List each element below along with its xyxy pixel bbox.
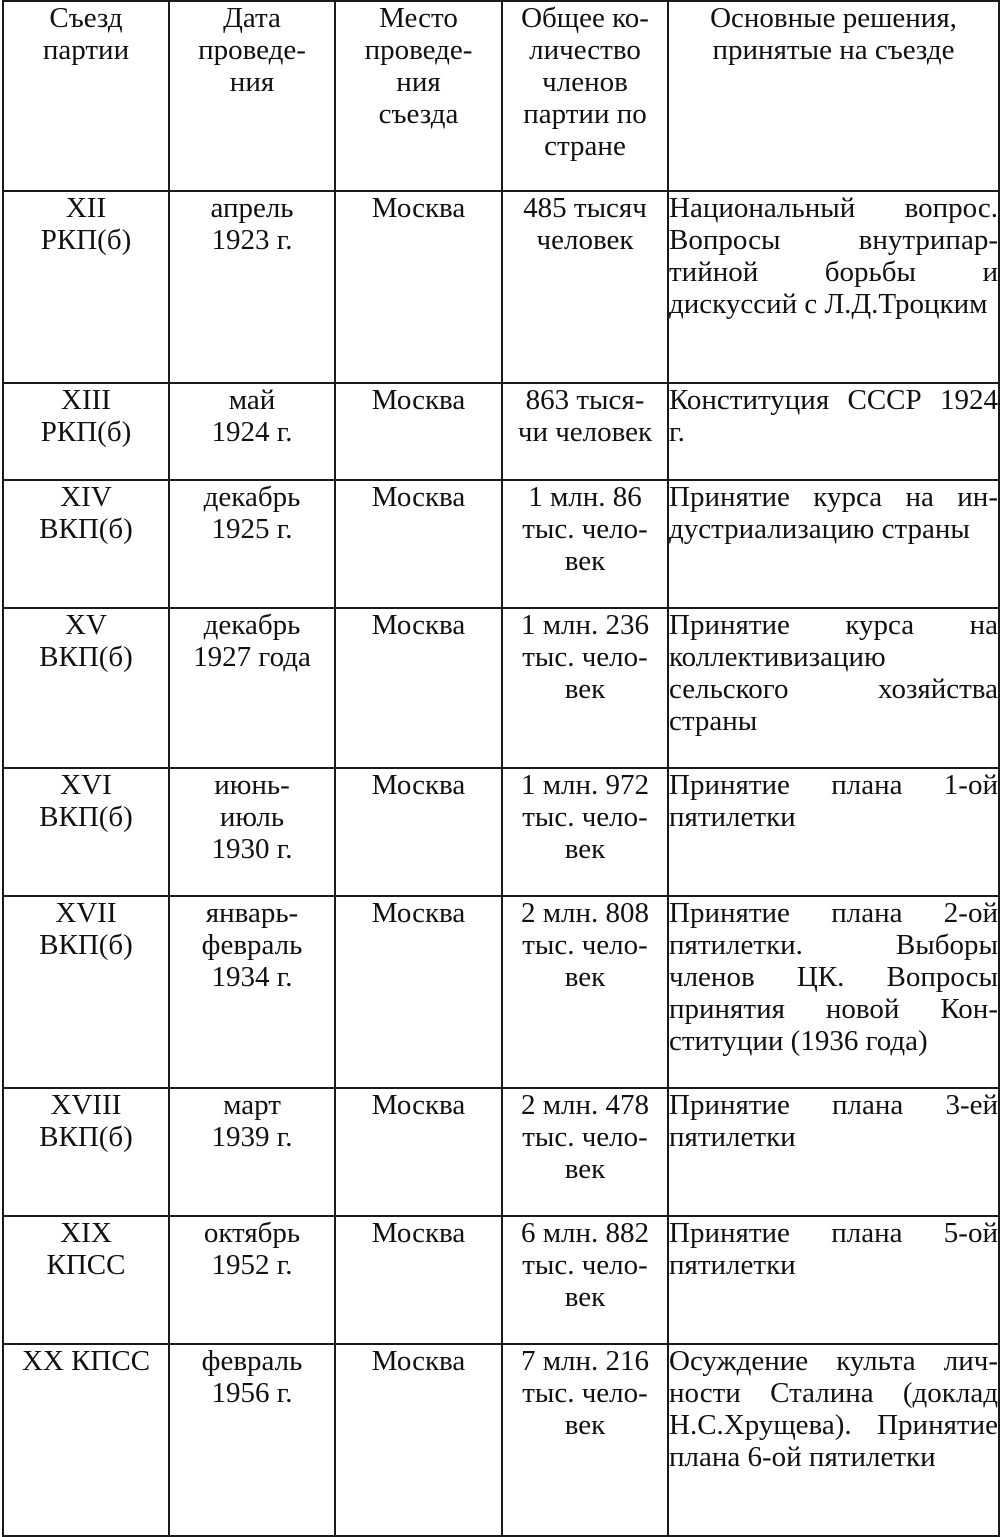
cell-congress: XIV ВКП(б) [3,480,169,608]
cell-date: декабрь 1927 года [169,608,335,768]
cell-decisions: Принятие плана 1-ой пятилетки [668,768,999,896]
cell-place: Москва [335,1344,502,1536]
cell-decisions: Принятие курса на индустриализацию страны [668,480,999,608]
cell-date: май 1924 г. [169,383,335,480]
cell-members: 1 млн. 236 тыс. чело- век [502,608,668,768]
cell-date: февраль 1956 г. [169,1344,335,1536]
cell-place: Москва [335,768,502,896]
cell-congress: XVIII ВКП(б) [3,1088,169,1216]
cell-place: Москва [335,1216,502,1344]
cell-date: октябрь 1952 г. [169,1216,335,1344]
table-row [3,608,999,768]
table-row [3,1216,999,1344]
cell-date: март 1939 г. [169,1088,335,1216]
cell-congress: XX КПСС [3,1344,169,1536]
cell-decisions: Конституция СССР 1924 г. [668,383,999,480]
cell-place: Москва [335,383,502,480]
cell-date: июнь- июль 1930 г. [169,768,335,896]
header-members: Общее ко- личество членов партии по стране [502,1,668,191]
header-place: Место проведе- ния съезда [335,1,502,191]
party-congress-table [2,0,1000,1537]
cell-place: Москва [335,1088,502,1216]
cell-decisions: Осуждение культа личности Сталина (доклад Н.С.Хрущева). Принятие плана 6-ой пятилетки [668,1344,999,1536]
header-decisions: Основные решения, принятые на съезде [668,1,999,191]
cell-congress: XVII ВКП(б) [3,896,169,1088]
cell-place: Москва [335,608,502,768]
cell-decisions: Принятие плана 3-ей пятилетки [668,1088,999,1216]
cell-decisions: Принятие плана 2-ой пятилетки. Выборы членов ЦК. Вопросы принятия новой Конституции (1936 года) [668,896,999,1088]
header-date: Дата проведе- ния [169,1,335,191]
table-row [3,896,999,1088]
cell-members: 2 млн. 808 тыс. чело- век [502,896,668,1088]
cell-congress: XIII РКП(б) [3,383,169,480]
header-congress: Съезд партии [3,1,169,191]
cell-place: Москва [335,191,502,383]
cell-members: 863 тыся- чи человек [502,383,668,480]
table-row [3,1088,999,1216]
cell-date: декабрь 1925 г. [169,480,335,608]
cell-members: 7 млн. 216 тыс. чело- век [502,1344,668,1536]
cell-place: Москва [335,896,502,1088]
cell-decisions: Принятие плана 5-ой пятилетки [668,1216,999,1344]
cell-members: 485 тысяч человек [502,191,668,383]
cell-members: 1 млн. 86 тыс. чело- век [502,480,668,608]
cell-congress: XIX КПСС [3,1216,169,1344]
cell-date: январь- февраль 1934 г. [169,896,335,1088]
table-row [3,480,999,608]
table-row [3,768,999,896]
cell-date: апрель 1923 г. [169,191,335,383]
cell-congress: XII РКП(б) [3,191,169,383]
table-row [3,383,999,480]
cell-members: 2 млн. 478 тыс. чело- век [502,1088,668,1216]
cell-place: Москва [335,480,502,608]
cell-members: 6 млн. 882 тыс. чело- век [502,1216,668,1344]
cell-decisions: Национальный вопрос. Вопросы внутрипартийной борьбы и дискуссий с Л.Д.Троцким [668,191,999,383]
table-row [3,1344,999,1536]
cell-congress: XV ВКП(б) [3,608,169,768]
table-row [3,191,999,383]
cell-members: 1 млн. 972 тыс. чело- век [502,768,668,896]
cell-decisions: Принятие курса на коллективизацию сельского хозяйства страны [668,608,999,768]
table-header-row [3,1,999,191]
cell-congress: XVI ВКП(б) [3,768,169,896]
